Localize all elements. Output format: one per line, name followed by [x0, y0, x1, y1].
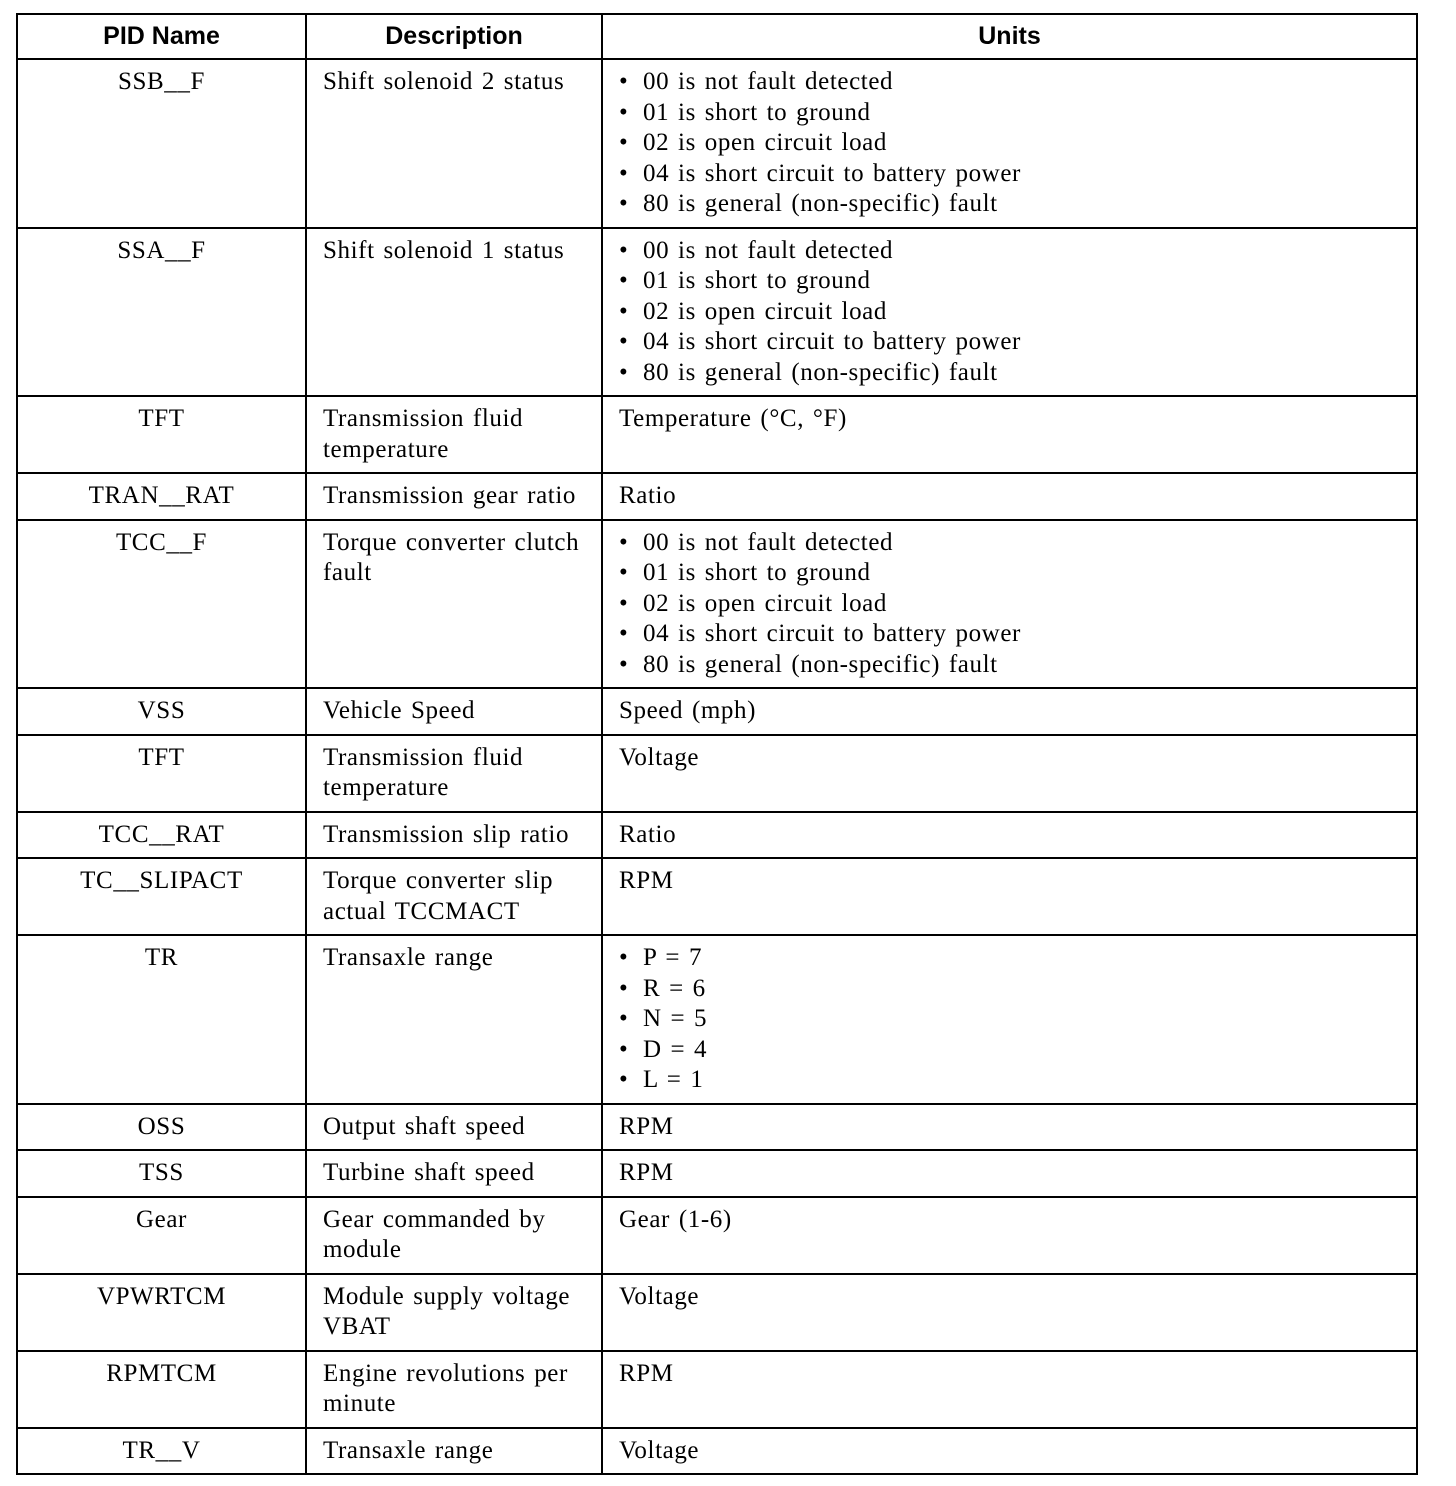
units-cell	[602, 935, 1417, 1104]
description-cell: Transmission fluid temperature	[306, 396, 602, 473]
pid-name-cell: SSA__F	[17, 228, 306, 397]
table-row	[17, 812, 1417, 859]
pid-name-cell: TR__V	[17, 1428, 306, 1475]
units-list-item: • 01 is short to ground	[619, 98, 1408, 129]
description-cell: Module supply voltage VBAT	[306, 1274, 602, 1351]
units-cell: Speed (mph)	[602, 688, 1417, 735]
pid-name-cell: SSB__F	[17, 59, 306, 228]
units-cell: Gear (1-6)	[602, 1197, 1417, 1274]
units-list-item: • 01 is short to ground	[619, 558, 1408, 589]
table-row	[17, 735, 1417, 812]
units-list-item: • 04 is short circuit to battery power	[619, 327, 1408, 358]
units-cell: Ratio	[602, 473, 1417, 520]
table-row	[17, 1428, 1417, 1475]
units-cell: RPM	[602, 1150, 1417, 1197]
description-cell: Torque converter slip actual TCCMACT	[306, 858, 602, 935]
pid-name-cell: TSS	[17, 1150, 306, 1197]
description-cell: Torque converter clutch fault	[306, 520, 602, 689]
header-pid-name: PID Name	[17, 14, 306, 59]
pid-name-cell: Gear	[17, 1197, 306, 1274]
units-cell	[602, 520, 1417, 689]
table-row	[17, 1197, 1417, 1274]
header-units: Units	[602, 14, 1417, 59]
units-list-item: • 04 is short circuit to battery power	[619, 619, 1408, 650]
description-cell: Transaxle range	[306, 1428, 602, 1475]
table-row	[17, 858, 1417, 935]
description-cell: Output shaft speed	[306, 1104, 602, 1151]
pid-name-cell: RPMTCM	[17, 1351, 306, 1428]
units-cell: Ratio	[602, 812, 1417, 859]
units-list	[619, 67, 1408, 220]
units-list-item: • 80 is general (non-specific) fault	[619, 189, 1408, 220]
units-cell: Voltage	[602, 1274, 1417, 1351]
table-body	[17, 59, 1417, 1474]
description-cell: Transmission fluid temperature	[306, 735, 602, 812]
units-cell: Voltage	[602, 1428, 1417, 1475]
units-list-item: • 01 is short to ground	[619, 266, 1408, 297]
description-cell: Transaxle range	[306, 935, 602, 1104]
header-row	[17, 14, 1417, 59]
units-cell: RPM	[602, 858, 1417, 935]
pid-name-cell: TCC__RAT	[17, 812, 306, 859]
description-cell: Engine revolutions per minute	[306, 1351, 602, 1428]
description-cell: Turbine shaft speed	[306, 1150, 602, 1197]
pid-name-cell: TC__SLIPACT	[17, 858, 306, 935]
description-cell: Transmission slip ratio	[306, 812, 602, 859]
table-header	[17, 14, 1417, 59]
table-row	[17, 1351, 1417, 1428]
pid-name-cell: TFT	[17, 396, 306, 473]
units-list-item: • N = 5	[619, 1004, 1408, 1035]
units-list-item: • 00 is not fault detected	[619, 528, 1408, 559]
units-list-item: • 00 is not fault detected	[619, 236, 1408, 267]
table-row	[17, 59, 1417, 228]
units-list-item: • 80 is general (non-specific) fault	[619, 650, 1408, 681]
units-cell	[602, 59, 1417, 228]
pid-name-cell: OSS	[17, 1104, 306, 1151]
units-list	[619, 943, 1408, 1096]
units-list-item: • 80 is general (non-specific) fault	[619, 358, 1408, 389]
table-row	[17, 1274, 1417, 1351]
units-cell: RPM	[602, 1351, 1417, 1428]
pid-name-cell: TFT	[17, 735, 306, 812]
table-row	[17, 1150, 1417, 1197]
units-cell: RPM	[602, 1104, 1417, 1151]
units-list-item: • 00 is not fault detected	[619, 67, 1408, 98]
table-row	[17, 473, 1417, 520]
units-list-item: • 02 is open circuit load	[619, 297, 1408, 328]
pid-name-cell: TRAN__RAT	[17, 473, 306, 520]
table-row	[17, 228, 1417, 397]
units-cell: Temperature (°C, °F)	[602, 396, 1417, 473]
units-list-item: • 02 is open circuit load	[619, 589, 1408, 620]
table-row	[17, 396, 1417, 473]
units-list-item: • 02 is open circuit load	[619, 128, 1408, 159]
table-row	[17, 935, 1417, 1104]
description-cell: Shift solenoid 2 status	[306, 59, 602, 228]
pid-name-cell: VPWRTCM	[17, 1274, 306, 1351]
header-description: Description	[306, 14, 602, 59]
pid-name-cell: VSS	[17, 688, 306, 735]
units-list	[619, 528, 1408, 681]
description-cell: Gear commanded by module	[306, 1197, 602, 1274]
table-row	[17, 520, 1417, 689]
description-cell: Transmission gear ratio	[306, 473, 602, 520]
units-list-item: • P = 7	[619, 943, 1408, 974]
units-list-item: • R = 6	[619, 974, 1408, 1005]
pid-name-cell: TCC__F	[17, 520, 306, 689]
units-list-item: • 04 is short circuit to battery power	[619, 159, 1408, 190]
table-row	[17, 688, 1417, 735]
pid-table	[16, 13, 1418, 1475]
units-list-item: • D = 4	[619, 1035, 1408, 1066]
units-list-item: • L = 1	[619, 1065, 1408, 1096]
table-row	[17, 1104, 1417, 1151]
units-cell	[602, 228, 1417, 397]
units-cell: Voltage	[602, 735, 1417, 812]
units-list	[619, 236, 1408, 389]
description-cell: Shift solenoid 1 status	[306, 228, 602, 397]
description-cell: Vehicle Speed	[306, 688, 602, 735]
pid-name-cell: TR	[17, 935, 306, 1104]
